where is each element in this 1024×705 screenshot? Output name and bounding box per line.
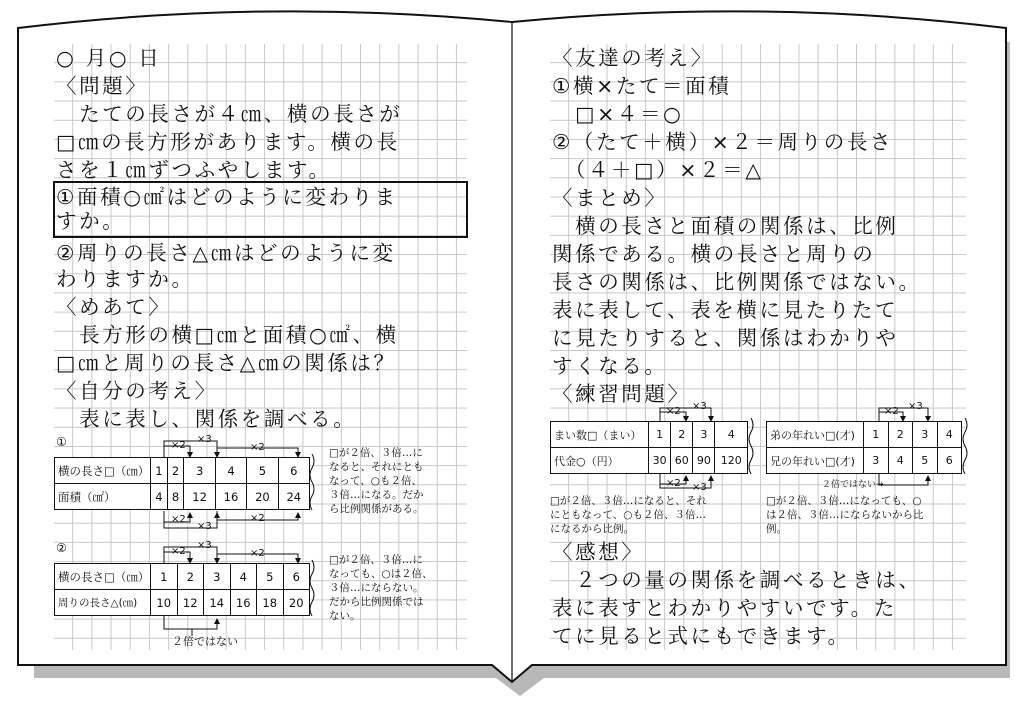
table-1-number: ① [56, 435, 67, 449]
times-2-label: ×2 [171, 514, 186, 525]
table-2-number: ② [56, 541, 67, 555]
right-page [550, 44, 966, 650]
cell: 12 [177, 590, 204, 616]
cell: 1 [649, 422, 671, 448]
summary-line: 関係である。横の長さと周りの [552, 242, 876, 266]
times-2-label: ×2 [250, 513, 265, 524]
times-2-label: ×2 [250, 442, 265, 453]
times-3-label: ×3 [908, 401, 923, 412]
summary-line: すくなる。 [552, 354, 668, 378]
times-3-label: ×3 [197, 540, 212, 551]
row-label: 横の長さ□（㎝） [55, 564, 151, 590]
cell: 1 [151, 458, 168, 484]
cell: 4 [888, 448, 913, 474]
cell: 16 [230, 590, 257, 616]
table-row [767, 448, 962, 474]
question-1: すか。 [56, 209, 126, 233]
times-3-label: ×3 [197, 434, 212, 445]
cell: 30 [649, 448, 671, 474]
practice-heading: 〈練習問題〉 [552, 382, 691, 406]
impression-heading: 〈感想〉 [552, 540, 645, 564]
cell: 8 [167, 484, 184, 510]
times-2-label: ×2 [666, 406, 681, 417]
my-idea-heading: 〈自分の考え〉 [56, 379, 218, 403]
my-idea-line: 表に表し、関係を調べる。 [56, 407, 357, 431]
cell: 20 [247, 484, 278, 510]
cell: 3 [184, 458, 215, 484]
cell: 4 [230, 564, 257, 590]
problem-heading: 〈問題〉 [56, 74, 149, 98]
cell: 6 [283, 564, 310, 590]
left-page [54, 44, 467, 650]
cell: 16 [215, 484, 246, 510]
cell: 60 [671, 448, 693, 474]
cell: 2 [671, 422, 693, 448]
practice-1-note: □が２倍、３倍…になると、それ にともなって、○も２倍、３倍… になるから比例。 [550, 495, 707, 535]
cell: 2 [167, 458, 184, 484]
aim-line: □㎝と周りの長さ△㎝の関係は？ [56, 351, 397, 375]
summary-line: 横の長さと面積の関係は、比例 [552, 214, 899, 238]
impression-line: 表に表すとわかりやすいです。た [552, 596, 897, 620]
cell: 2 [177, 564, 204, 590]
cell: 3 [864, 448, 889, 474]
impression-line: ２つの量の関係を調べるときは、 [552, 568, 922, 592]
problem-line: さを１㎝ずつふやします。 [56, 158, 332, 182]
row-label: 弟の年れい□(才) [767, 422, 864, 448]
cell: 24 [278, 484, 309, 510]
cell: 5 [247, 458, 278, 484]
question-1: ①面積○㎠はどのように変わりま [56, 185, 398, 209]
practice-table-2 [766, 421, 962, 474]
question-2: わりますか。 [56, 267, 195, 291]
cell: 90 [693, 448, 715, 474]
cell: 18 [257, 590, 284, 616]
table-row [55, 564, 310, 590]
summary-line: 表に表して、表を横に見たりたて [552, 298, 899, 322]
problem-line: □㎝の長方形があります。横の長 [56, 130, 400, 154]
ratio-table-2 [54, 563, 310, 616]
times-2-label: ×2 [666, 478, 681, 489]
cell: 6 [937, 448, 962, 474]
cell: 120 [715, 448, 748, 474]
date: ○ 月○ 日 [56, 46, 162, 70]
question-2: ②周りの長さ△㎝はどのように変 [56, 241, 396, 265]
friend-formula: ①横×たて＝面積 [552, 74, 732, 98]
cell: 3 [913, 422, 938, 448]
times-2-label: ×2 [250, 548, 265, 559]
times-2-label: ×2 [884, 406, 899, 417]
table-2-note: □が２倍、３倍…に なっても、○は２倍、 ３倍…にならない。 だから比例関係では ない。 [329, 554, 433, 622]
table-row [55, 590, 310, 616]
times-3-label: ×3 [692, 401, 707, 412]
row-label: 横の長さ□（㎝） [55, 458, 151, 484]
times-2-label: ×2 [171, 440, 186, 451]
problem-line: たての長さが４㎝、横の長さが [56, 102, 403, 126]
not-double-label: ２倍ではない→ [822, 480, 884, 490]
cell: 1 [151, 564, 178, 590]
friend-formula: ②（たて＋横）×２＝周りの長さ [552, 130, 894, 154]
not-double-label: ２倍ではない [172, 635, 238, 648]
cell: 4 [151, 484, 168, 510]
friend-formula: □×４＝○ [552, 102, 684, 126]
cell: 14 [204, 590, 231, 616]
cell: 4 [715, 422, 748, 448]
aim-line: 長方形の横□㎝と面積○㎠、横 [56, 323, 399, 347]
cell: 20 [283, 590, 310, 616]
aim-heading: 〈めあて〉 [56, 295, 172, 319]
times-3-label: ×3 [197, 521, 212, 532]
summary-line: 長さの関係は、比例関係ではない。 [552, 270, 922, 294]
row-label: 代金○（円） [551, 448, 649, 474]
cell: 6 [278, 458, 309, 484]
row-label: 兄の年れい□(才) [767, 448, 864, 474]
times-3-label: ×3 [692, 482, 707, 493]
practice-2-note: □が２倍、３倍…になっても、○ は２倍、３倍…にならないから比 例。 [766, 495, 924, 535]
impression-line: てに見ると式にもできます。 [552, 624, 851, 648]
row-label: 周りの長さ△(㎝) [55, 590, 151, 616]
friend-formula: （４＋□）×２＝△ [552, 158, 764, 182]
table-1-note: □が２倍、３倍…に なると、それにとも なって、○も２倍、 ３倍…になる。だか ら比例関係がある。 [329, 447, 424, 515]
row-label: 面積（㎠） [55, 484, 151, 510]
summary-line: に見たりすると、関係はわかりや [552, 326, 899, 350]
table-row [767, 422, 962, 448]
cell: 3 [204, 564, 231, 590]
cell: 12 [184, 484, 215, 510]
cell: 1 [864, 422, 889, 448]
cell: 3 [693, 422, 715, 448]
cell: 2 [888, 422, 913, 448]
times-2-label: ×2 [171, 546, 186, 557]
row-label: まい数□（まい） [551, 422, 649, 448]
cell: 10 [151, 590, 178, 616]
cell: 4 [937, 422, 962, 448]
summary-heading: 〈まとめ〉 [552, 186, 668, 210]
friend-idea-heading: 〈友達の考え〉 [552, 46, 714, 70]
cell: 4 [215, 458, 246, 484]
cell: 5 [913, 448, 938, 474]
cell: 5 [257, 564, 284, 590]
